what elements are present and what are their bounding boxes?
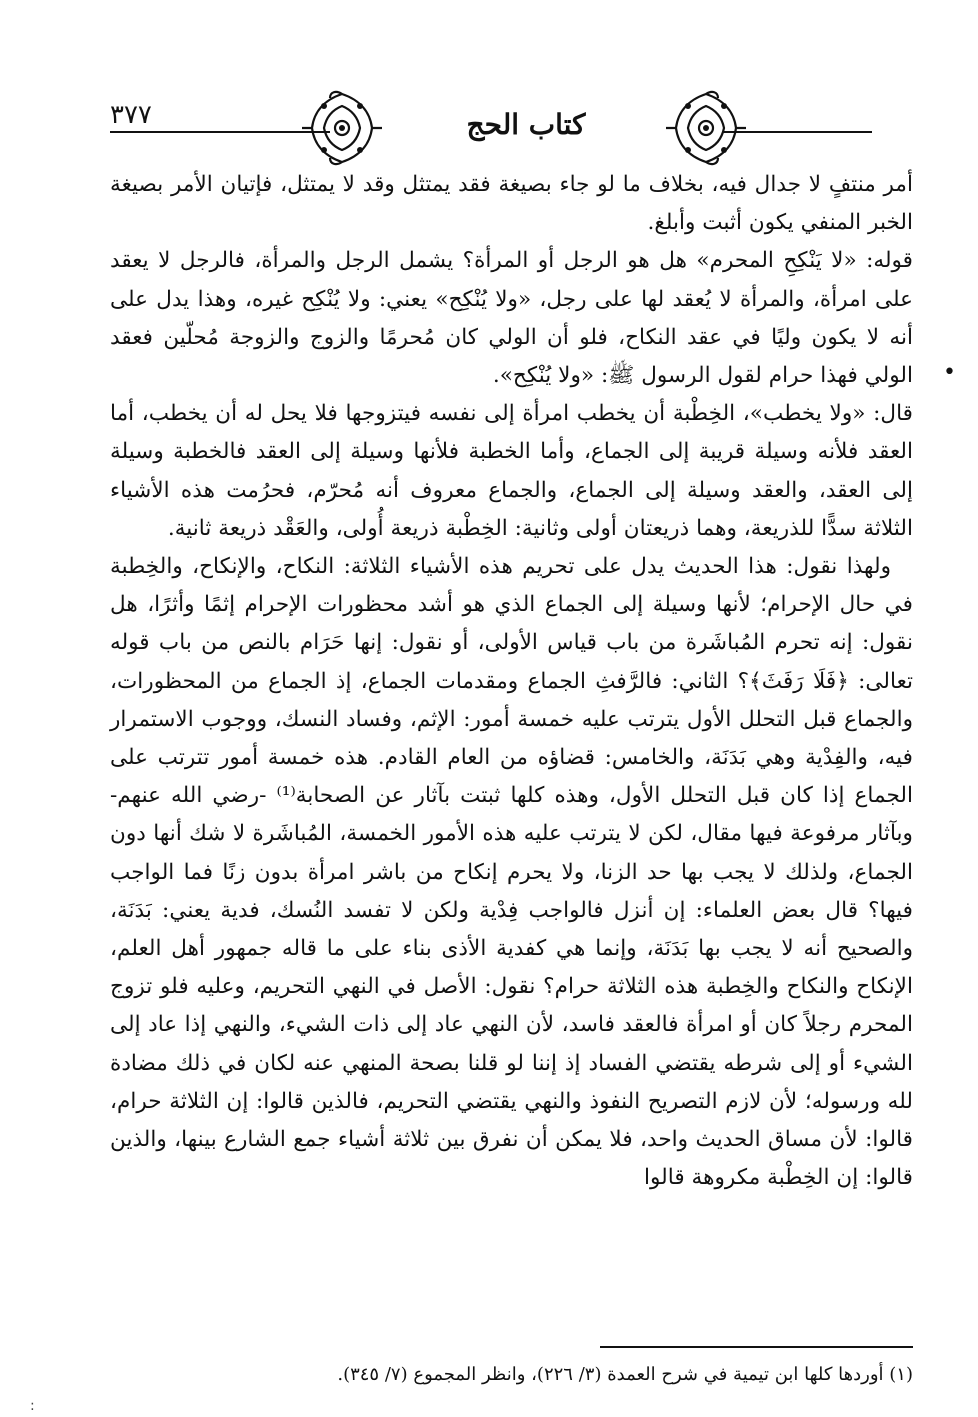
main-text: [110, 166, 913, 1197]
page-number: ٣٧٧: [110, 100, 152, 130]
ornament-right-icon: [664, 90, 748, 166]
footnote: (١) أوردها كلها ابن تيمية في شرح العمدة (٣/ ٢٢٦)، وانظر المجموع (٧/ ٣٤٥).: [337, 1364, 913, 1385]
paragraph-3: قال: «ولا يخطب»، الخِطْبة أن يخطب امرأة إلى نفسه فيتزوجها فلا يحل له أن يخطب، أما العقد فلأنه وسيلة قريبة إلى الجماع، وأما الخطبة فلأنها وسيلة إلى العقد فالخطبة وسيلة إلى العقد، والعقد وسيلة إلى الجماع، والجماع معروف أنه مُحرّم، فحرُمت هذه الأشياء الثلاثة سدًّا للذريعة، وهما ذريعتان أولى وثانية: الخِطْبة ذريعة أُولى، والعَقْد ذريعة ثانية.: [110, 401, 913, 541]
margin-dot: •: [943, 360, 956, 385]
paragraph-4: ولهذا نقول: هذا الحديث يدل على تحريم هذه الأشياء الثلاثة: النكاح، والإنكاح، والخِطبة في حال الإحرام؛ لأنها وسيلة إلى الجماع الذي هو أشد محظورات الإحرام إثمًا وأثرًا، هل نقول: إنه تحرم المُباشَرة من باب قياس الأولى، أو نقول: إنها حَرَام بالنص من باب قوله تعالى: ﴿فَلَا رَفَثَ﴾؟ الثاني: فالرَّفثِ الجماع ومقدمات الجماع، إذ الجماع من المحظورات، والجماع قبل التحلل الأول يترتب عليه خمسة أمور: الإثم، وفساد النسك، ووجوب الاستمرار فيه، والفِدْية وهي بَدَنَة، والخامس: قضاؤه من العام القادم. هذه خمسة أمور تترتب على الجماع إذا كان قبل التحلل الأول، وهذه كلها ثبتت بآثار عن الصحابة⁽¹⁾ -رضي الله عنهم- وبآثار مرفوعة فيها مقال، لكن لا يترتب عليه هذه الأمور الخمسة، المُباشَرة لا شك أنها دون الجماع، ولذلك لا يجب بها حد الزنا، ولا يحرم إنكاح من باشر امرأة بدون زنًا فما الواجب فيها؟ قال بعض العلماء: إن أنزل فالواجب فِدْية ولكن لا تفسد النُسك، فدية يعني: بَدَنَة، والصحيح أنه لا يجب بها بَدَنَة، وإنما هي كفدية الأذى بناء على ما قاله جمهور أهل العلم، الإنكاح والنكاح والخِطبة هذه الثلاثة حرام؟ نقول: الأصل في النهي التحريم، وعليه فلو تزوج المحرم رجلاً كان أو امرأة فالعقد فاسد، لأن النهي عاد إلى ذات الشيء، والنهي إذا عاد إلى الشيء أو إلى شرطه يقتضي الفساد إذ إننا لو قلنا بصحة المنهي عنه لكان في ذلك مضادة لله ورسوله؛ لأن لازم التصريح النفوذ والنهي يقتضي التحريم، فالذين قالوا: إن الثلاثة حرام، قالوا: لأن مساق الحديث واحد، فلا يمكن أن نفرق بين ثلاثة أشياء جمع الشارع بينها، والذين قالوا: إن الخِطْبة مكروهة قالوا: [110, 554, 914, 1191]
footnote-rule: [600, 1346, 913, 1348]
margin-tick: :: [30, 1398, 35, 1414]
page-header: [0, 0, 978, 180]
paragraph-1: أمر منتفٍ لا جدال فيه، بخلاف ما لو جاء بصيغة فقد يمتثل وقد لا يمتثل، فإتيان الأمر بصيغة الخبر المنفي يكون أثبت وأبلغ.: [110, 172, 913, 236]
paragraph-2: قوله: «لا يَنْكِحِ المحرم» هل هو الرجل أو المرأة؟ يشمل الرجل والمرأة، فالرجل لا يعقد على امرأة، والمرأة لا يُعقد لها على رجل، «ولا يُنْكِح» يعني: ولا يُنْكِح غيره، وهذا يدل على أنه لا يكون وليًا في عقد النكاح، فلو أن الولي كان مُحرمًا والزوج والزوجة مُحلّين فعقد الولي فهذا حرام لقول الرسول ﷺ: «ولا يُنْكِح».: [110, 248, 913, 389]
header-rule-left: [110, 131, 330, 133]
chapter-title: كتاب الحج: [466, 108, 586, 141]
